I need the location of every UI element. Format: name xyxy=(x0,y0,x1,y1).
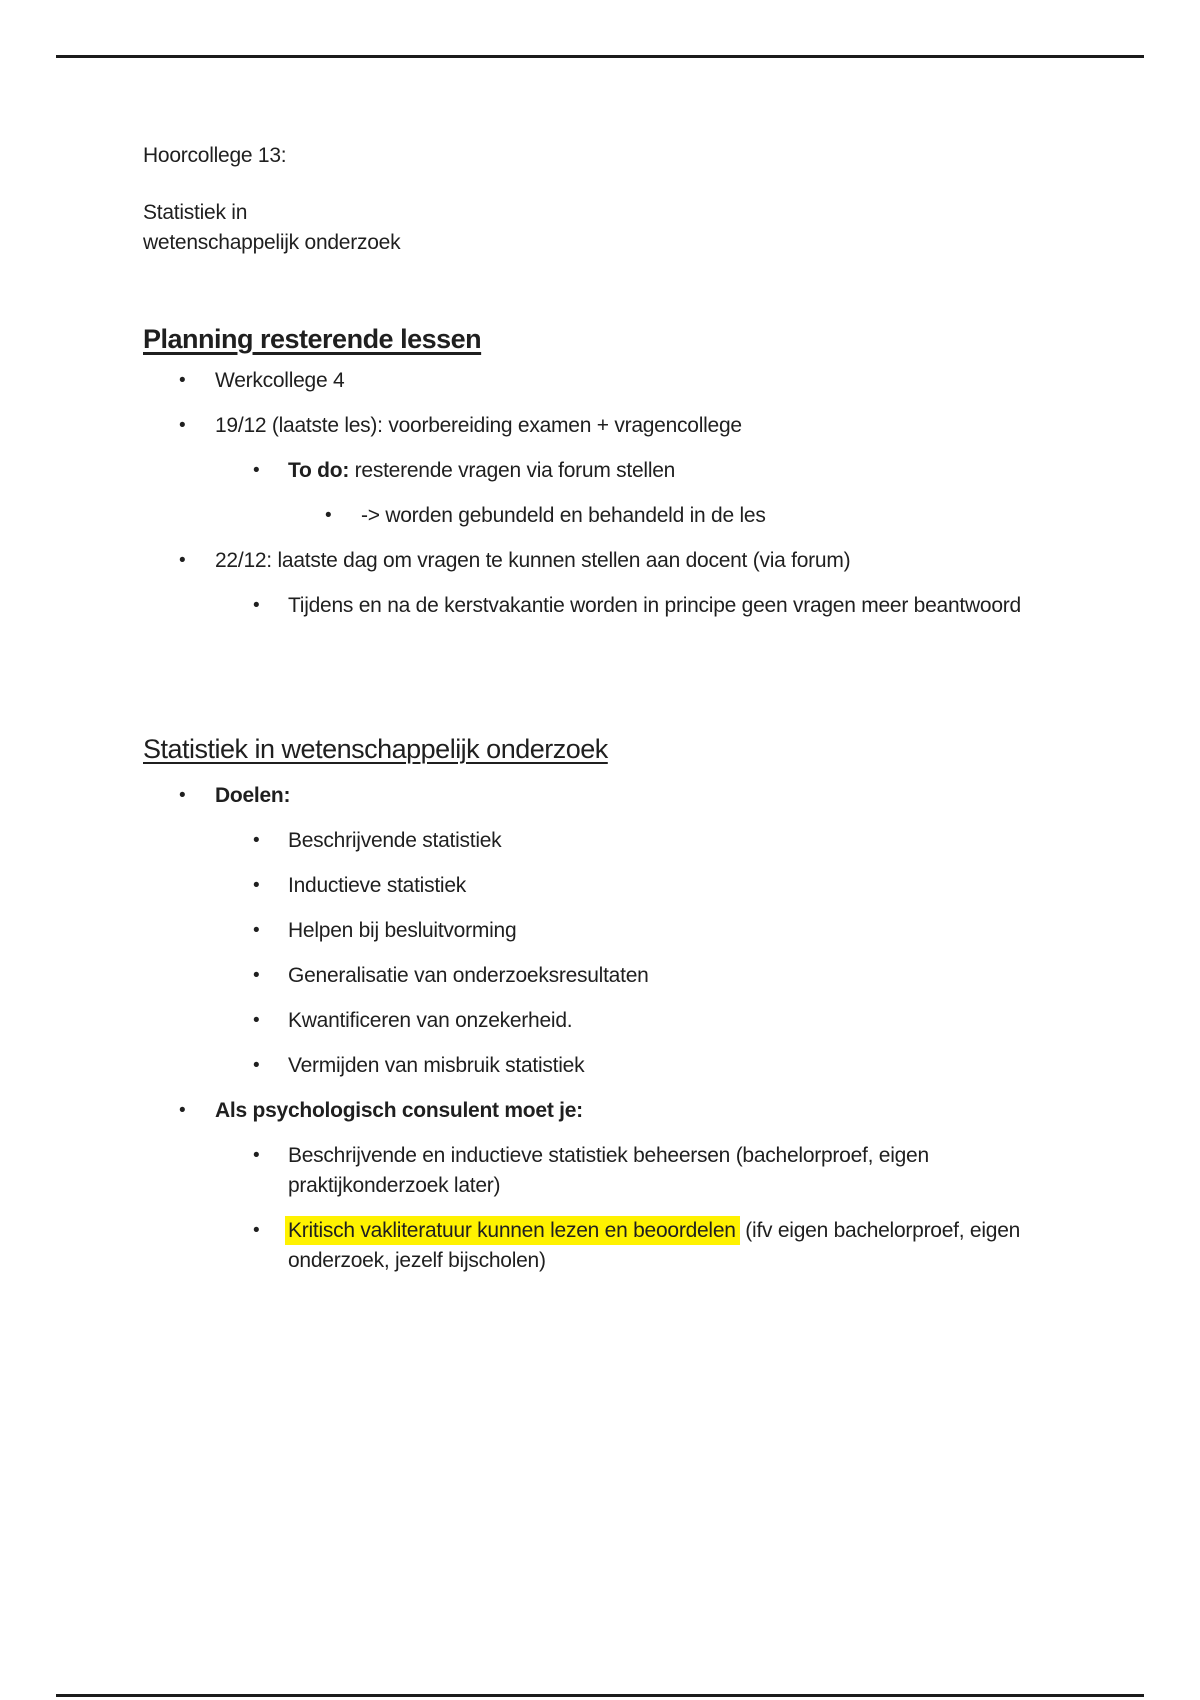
list-item xyxy=(143,591,1057,621)
bullet-icon: • xyxy=(253,875,260,896)
bullet-icon: • xyxy=(253,1220,260,1241)
bullet-icon: • xyxy=(179,550,186,571)
item-text: Inductieve statistiek xyxy=(288,874,467,897)
list-item xyxy=(143,546,1057,576)
bullet-icon: • xyxy=(253,830,260,851)
document-title-line-1: Statistiek in xyxy=(143,201,248,224)
item-text: (ifv eigen bachelorproef, eigen xyxy=(739,1219,1021,1242)
bottom-horizontal-rule xyxy=(56,1694,1144,1697)
bullet-icon: • xyxy=(179,785,186,806)
document-title xyxy=(143,198,1057,258)
bullet-icon: • xyxy=(179,1100,186,1121)
bullet-icon: • xyxy=(253,1010,260,1031)
list-item xyxy=(143,1141,1057,1201)
item-text: Kwantificeren van onzekerheid. xyxy=(288,1009,573,1032)
item-text-bold: To do: xyxy=(288,459,350,482)
item-text-line-1: Beschrijvende en inductieve statistiek beheersen (bachelorproef, eigen xyxy=(288,1144,929,1167)
item-text: Helpen bij besluitvorming xyxy=(288,919,517,942)
list-item xyxy=(143,411,1057,441)
item-text-line-2: praktijkonderzoek later) xyxy=(288,1174,501,1197)
course-label: Hoorcollege 13: xyxy=(143,144,287,167)
list-item xyxy=(143,456,1057,486)
item-text-line-1 xyxy=(288,1216,1057,1246)
list-item xyxy=(143,1051,1057,1081)
item-text-line-2: onderzoek, jezelf bijscholen) xyxy=(288,1249,546,1272)
bullet-icon: • xyxy=(253,965,260,986)
bullet-icon: • xyxy=(253,460,260,481)
statistiek-bullet-list xyxy=(143,781,1057,1276)
bullet-icon: • xyxy=(253,920,260,941)
list-item xyxy=(143,961,1057,991)
top-horizontal-rule xyxy=(56,55,1144,58)
highlighted-text: Kritisch vakliteratuur kunnen lezen en beoordelen xyxy=(285,1216,740,1245)
item-text: 22/12: laatste dag om vragen te kunnen stellen aan docent (via forum) xyxy=(215,549,851,572)
list-item xyxy=(143,1216,1057,1276)
bullet-icon: • xyxy=(179,370,186,391)
list-item xyxy=(143,501,1057,531)
bullet-icon: • xyxy=(253,1145,260,1166)
item-text-bold: Als psychologisch consulent moet je: xyxy=(215,1099,583,1122)
list-item xyxy=(143,1006,1057,1036)
item-text: resterende vragen via forum stellen xyxy=(349,459,676,482)
item-text: Vermijden van misbruik statistiek xyxy=(288,1054,585,1077)
item-text: Generalisatie van onderzoeksresultaten xyxy=(288,964,649,987)
bullet-icon: • xyxy=(253,595,260,616)
document-body xyxy=(143,141,1057,1291)
list-item xyxy=(143,871,1057,901)
list-item xyxy=(143,916,1057,946)
list-item xyxy=(143,366,1057,396)
list-item xyxy=(143,826,1057,856)
planning-bullet-list xyxy=(143,366,1057,621)
bullet-icon: • xyxy=(253,1055,260,1076)
bullet-icon: • xyxy=(179,415,186,436)
list-item xyxy=(143,1096,1057,1126)
item-text-bold: Doelen: xyxy=(215,784,291,807)
bullet-icon: • xyxy=(325,505,332,526)
section-heading-statistiek: Statistiek in wetenschappelijk onderzoek xyxy=(143,734,608,764)
item-text: Beschrijvende statistiek xyxy=(288,829,502,852)
item-text: Werkcollege 4 xyxy=(215,369,345,392)
document-title-line-2: wetenschappelijk onderzoek xyxy=(143,231,401,254)
item-text: 19/12 (laatste les): voorbereiding examen + vragencollege xyxy=(215,414,742,437)
item-text: Tijdens en na de kerstvakantie worden in principe geen vragen meer beantwoord xyxy=(288,594,1021,617)
section-heading-planning: Planning resterende lessen xyxy=(143,324,482,354)
item-text: -> worden gebundeld en behandeld in de les xyxy=(361,504,766,527)
list-item xyxy=(143,781,1057,811)
